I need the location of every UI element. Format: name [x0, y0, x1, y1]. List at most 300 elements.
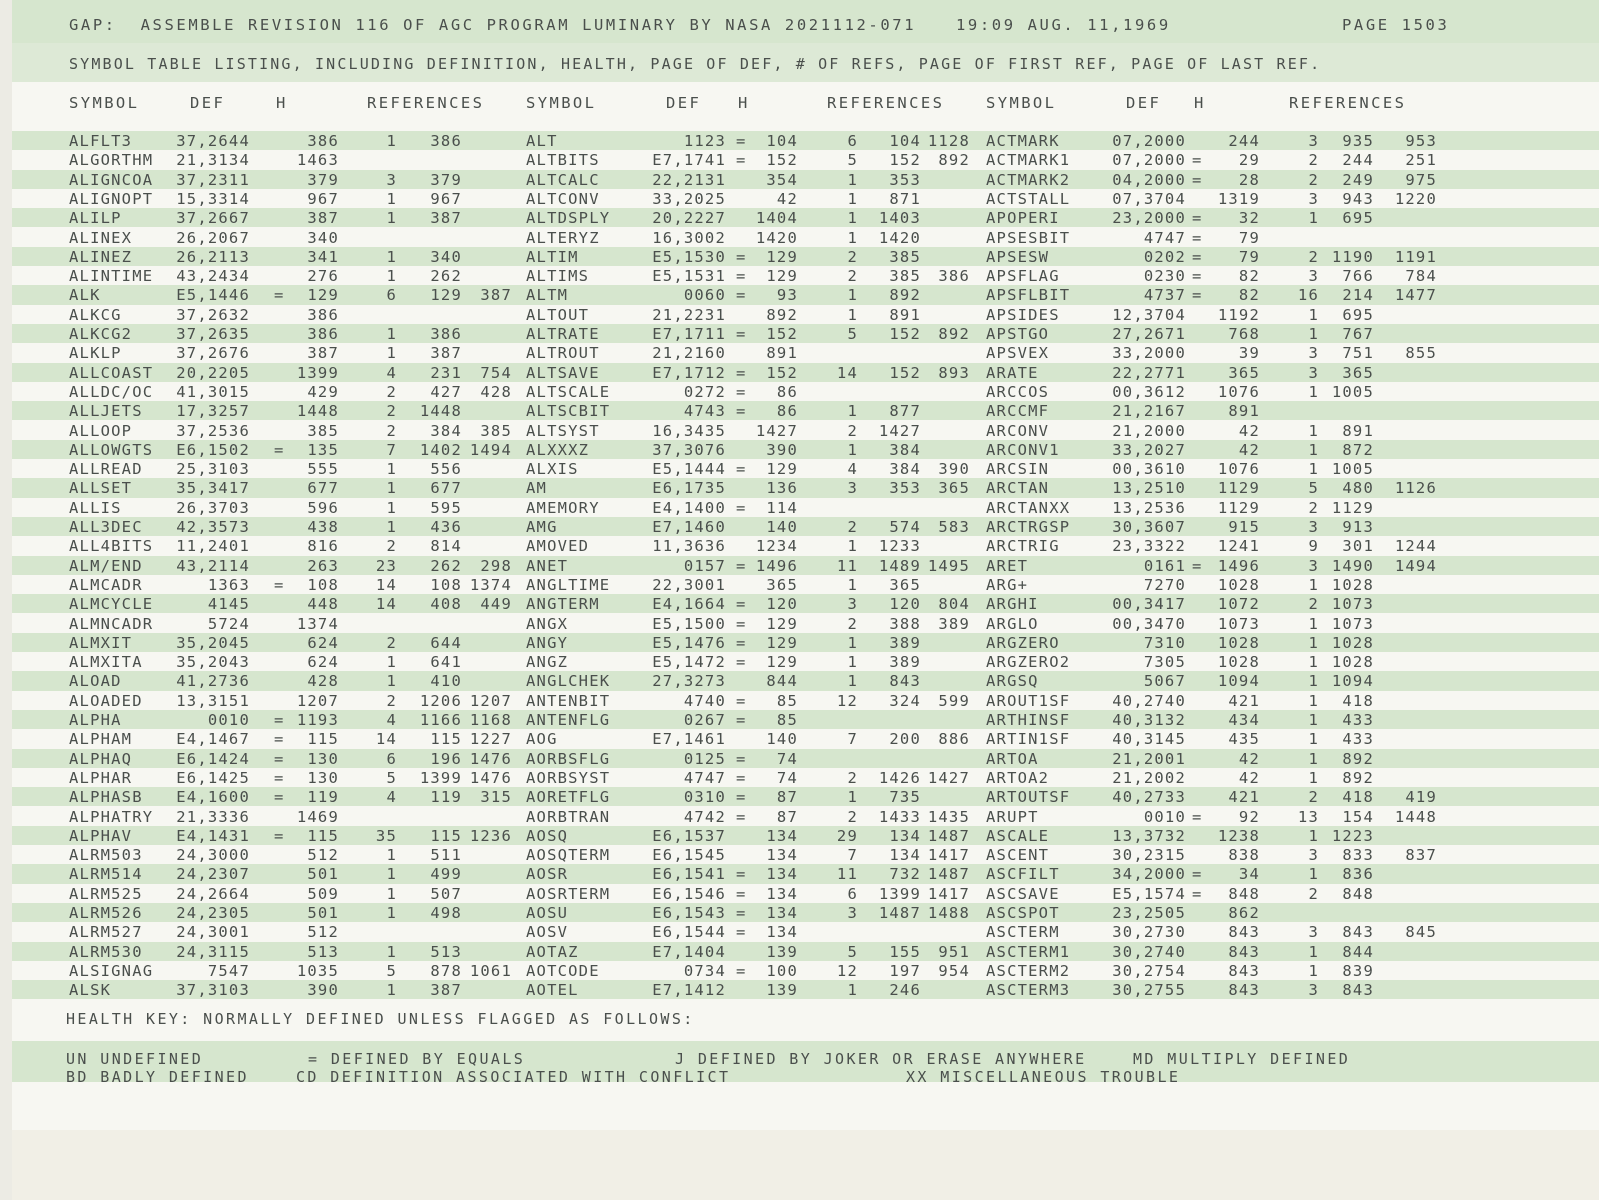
cell-health: = — [736, 923, 747, 942]
cell-first-ref: 214 — [1342, 286, 1374, 305]
listing-title: GAP: ASSEMBLE REVISION 116 OF AGC PROGRAM LUMINARY BY NASA 2021112-071 — [69, 16, 917, 34]
cell-first-ref: 1448 — [419, 402, 462, 421]
cell-symbol: ARG+ — [986, 575, 1029, 594]
cell-def: 21,2160 — [652, 344, 726, 363]
cell-symbol: ALLIS — [69, 498, 122, 517]
cell-last-ref: 389 — [938, 614, 970, 633]
cell-ref-page: 386 — [307, 305, 339, 324]
cell-symbol: AMG — [526, 518, 558, 536]
cell-def: 30,3607 — [1112, 518, 1186, 536]
cell-def: 0734 — [683, 961, 726, 980]
cell-def: 13,2536 — [1112, 498, 1186, 517]
cell-ref-page: 1193 — [296, 711, 339, 729]
cell-def: 0272 — [683, 382, 726, 401]
cell-first-ref: 1420 — [878, 228, 921, 247]
cell-def: 17,3257 — [176, 402, 250, 421]
cell-first-ref: 877 — [889, 402, 921, 421]
cell-ref-count: 1 — [1308, 768, 1319, 787]
cell-def: 37,2635 — [176, 325, 250, 343]
cell-ref-page: 624 — [307, 653, 339, 672]
cell-ref-page: 87 — [776, 807, 798, 826]
column-header-symbol: SYMBOL — [526, 94, 597, 112]
cell-symbol: ALXIS — [526, 460, 579, 479]
cell-first-ref: 262 — [430, 267, 462, 286]
cell-ref-count: 1 — [386, 247, 397, 266]
cell-last-ref: 387 — [480, 286, 512, 305]
cell-ref-count: 1 — [386, 981, 397, 1000]
cell-symbol: ALIGNCOA — [69, 170, 154, 189]
cell-first-ref: 427 — [430, 382, 462, 401]
cell-def: 24,2305 — [176, 904, 250, 922]
cell-ref-page: 501 — [307, 904, 339, 922]
cell-last-ref: 892 — [938, 325, 970, 343]
cell-ref-count: 5 — [1308, 479, 1319, 498]
cell-first-ref: 152 — [889, 325, 921, 343]
cell-def: 30,2315 — [1112, 846, 1186, 865]
cell-def: E6,1544 — [652, 923, 726, 942]
cell-first-ref: 891 — [889, 305, 921, 324]
cell-first-ref: 408 — [430, 595, 462, 614]
cell-ref-count: 2 — [1308, 788, 1319, 807]
cell-first-ref: 848 — [1342, 884, 1374, 903]
cell-first-ref: 499 — [430, 865, 462, 884]
cell-def: 40,3132 — [1112, 711, 1186, 729]
cell-def: 4145 — [207, 595, 250, 614]
cell-ref-count: 1 — [1308, 749, 1319, 768]
cell-symbol: ARCONV1 — [986, 440, 1060, 459]
cell-def: E5,1446 — [176, 286, 250, 305]
cell-def: 0230 — [1143, 267, 1186, 286]
cell-ref-count: 1 — [386, 884, 397, 903]
page-number: PAGE 1503 — [1342, 16, 1450, 34]
cell-ref-page: 843 — [1228, 961, 1260, 980]
cell-ref-count: 1 — [1308, 305, 1319, 324]
cell-last-ref: 365 — [938, 479, 970, 498]
cell-first-ref: 1427 — [878, 421, 921, 440]
cell-ref-page: 915 — [1228, 518, 1260, 536]
health-key-title: HEALTH KEY: NORMALLY DEFINED UNLESS FLAGGED AS FOLLOWS: — [66, 1010, 695, 1028]
cell-ref-page: 86 — [776, 382, 798, 401]
cell-symbol: ALRM527 — [69, 923, 143, 942]
cell-ref-count: 2 — [1308, 595, 1319, 614]
cell-first-ref: 843 — [1342, 923, 1374, 942]
cell-first-ref: 246 — [889, 981, 921, 1000]
cell-def: 37,2536 — [176, 421, 250, 440]
cell-health: = — [736, 382, 747, 401]
cell-symbol: ARCONV — [986, 421, 1050, 440]
cell-symbol: ALRM503 — [69, 846, 143, 865]
cell-symbol: AOTCODE — [526, 961, 600, 980]
cell-symbol: ALL3DEC — [69, 518, 143, 536]
cell-ref-count: 23 — [375, 556, 397, 575]
page-edge — [0, 0, 12, 1200]
cell-ref-count: 3 — [847, 479, 858, 498]
cell-ref-page: 844 — [766, 672, 798, 691]
cell-def: 30,2730 — [1112, 923, 1186, 942]
cell-ref-page: 1129 — [1217, 479, 1260, 498]
cell-ref-page: 104 — [766, 132, 798, 150]
cell-def: 0010 — [1143, 807, 1186, 826]
cell-first-ref: 200 — [889, 730, 921, 749]
cell-ref-count: 6 — [847, 132, 858, 150]
cell-def: 21,2001 — [1112, 749, 1186, 768]
cell-ref-page: 129 — [766, 267, 798, 286]
cell-symbol: ALLJETS — [69, 402, 143, 421]
cell-ref-count: 1 — [386, 518, 397, 536]
cell-last-ref: 886 — [938, 730, 970, 749]
cell-symbol: ASCALE — [986, 826, 1050, 845]
cell-last-ref: 251 — [1405, 151, 1437, 170]
cell-ref-page: 1072 — [1217, 595, 1260, 614]
cell-first-ref: 134 — [889, 846, 921, 865]
cell-symbol: ALTCONV — [526, 189, 600, 208]
cell-first-ref: 389 — [889, 633, 921, 652]
cell-def: 00,3470 — [1112, 614, 1186, 633]
cell-last-ref: 951 — [938, 942, 970, 961]
cell-symbol: ASCTERM — [986, 923, 1060, 942]
cell-def: 7547 — [207, 961, 250, 980]
cell-ref-count: 1 — [847, 440, 858, 459]
cell-first-ref: 262 — [430, 556, 462, 575]
cell-ref-page: 390 — [307, 981, 339, 1000]
cell-first-ref: 891 — [1342, 421, 1374, 440]
cell-first-ref: 152 — [889, 151, 921, 170]
cell-first-ref: 386 — [430, 325, 462, 343]
cell-def: 24,3115 — [176, 942, 250, 961]
cell-ref-count: 1 — [386, 498, 397, 517]
cell-last-ref: 804 — [938, 595, 970, 614]
cell-ref-count: 7 — [847, 730, 858, 749]
cell-def: 43,2434 — [176, 267, 250, 286]
cell-ref-page: 152 — [766, 363, 798, 382]
cell-ref-count: 6 — [386, 286, 397, 305]
listing-subtitle: SYMBOL TABLE LISTING, INCLUDING DEFINITION, HEALTH, PAGE OF DEF, # OF REFS, PAGE OF FIRST REF, PAGE OF LAST REF. — [69, 55, 1322, 73]
cell-def: 20,2227 — [652, 209, 726, 228]
cell-def: E4,1664 — [652, 595, 726, 614]
cell-first-ref: 1487 — [878, 904, 921, 922]
cell-ref-count: 14 — [375, 730, 397, 749]
cell-first-ref: 384 — [430, 421, 462, 440]
cell-ref-count: 1 — [386, 189, 397, 208]
cell-def: 16,3002 — [652, 228, 726, 247]
cell-symbol: AMOVED — [526, 537, 590, 556]
cell-ref-count: 2 — [386, 537, 397, 556]
cell-ref-page: 1496 — [755, 556, 798, 575]
cell-symbol: APSESBIT — [986, 228, 1071, 247]
cell-def: 1123 — [683, 132, 726, 150]
cell-first-ref: 365 — [1342, 363, 1374, 382]
cell-ref-page: 1076 — [1217, 460, 1260, 479]
cell-ref-page: 93 — [776, 286, 798, 305]
cell-last-ref: 1487 — [927, 826, 970, 845]
cell-symbol: ALTSAVE — [526, 363, 600, 382]
cell-last-ref: 1417 — [927, 884, 970, 903]
cell-ref-page: 390 — [766, 440, 798, 459]
cell-symbol: ARCCOS — [986, 382, 1050, 401]
cell-first-ref: 418 — [1342, 788, 1374, 807]
cell-ref-count: 2 — [847, 807, 858, 826]
cell-ref-page: 379 — [307, 170, 339, 189]
cell-ref-page: 85 — [776, 711, 798, 729]
cell-first-ref: 388 — [889, 614, 921, 633]
cell-ref-count: 2 — [1308, 170, 1319, 189]
cell-ref-page: 421 — [1228, 691, 1260, 710]
cell-first-ref: 1426 — [878, 768, 921, 787]
cell-symbol: ALMXIT — [69, 633, 133, 652]
column-header-symbol: SYMBOL — [69, 94, 140, 112]
cell-symbol: ALPHAM — [69, 730, 133, 749]
cell-last-ref: 1488 — [927, 904, 970, 922]
cell-symbol: AORBSYST — [526, 768, 611, 787]
cell-first-ref: 155 — [889, 942, 921, 961]
cell-first-ref: 892 — [1342, 749, 1374, 768]
cell-health: = — [1192, 556, 1203, 575]
cell-ref-page: 1129 — [1217, 498, 1260, 517]
cell-ref-count: 2 — [386, 402, 397, 421]
cell-ref-page: 1427 — [755, 421, 798, 440]
cell-def: 35,3417 — [176, 479, 250, 498]
cell-def: 07,3704 — [1112, 189, 1186, 208]
cell-ref-count: 7 — [847, 846, 858, 865]
cell-def: 13,3732 — [1112, 826, 1186, 845]
cell-symbol: ALOADED — [69, 691, 143, 710]
cell-ref-count: 1 — [386, 942, 397, 961]
cell-ref-count: 3 — [1308, 267, 1319, 286]
cell-ref-page: 276 — [307, 267, 339, 286]
cell-health: = — [736, 749, 747, 768]
cell-health: = — [736, 807, 747, 826]
cell-def: 5067 — [1143, 672, 1186, 691]
cell-ref-count: 3 — [847, 595, 858, 614]
cell-ref-page: 341 — [307, 247, 339, 266]
cell-first-ref: 872 — [1342, 440, 1374, 459]
stripe — [12, 401, 1599, 420]
cell-symbol: ALKCG2 — [69, 325, 133, 343]
cell-last-ref: 1220 — [1394, 189, 1437, 208]
cell-ref-page: 136 — [766, 479, 798, 498]
cell-last-ref: 1435 — [927, 807, 970, 826]
cell-ref-page: 263 — [307, 556, 339, 575]
column-header-symbol: SYMBOL — [986, 94, 1057, 112]
cell-ref-count: 1 — [847, 672, 858, 691]
cell-ref-page: 1420 — [755, 228, 798, 247]
cell-ref-page: 843 — [1228, 923, 1260, 942]
cell-last-ref: 892 — [938, 151, 970, 170]
cell-ref-count: 1 — [386, 846, 397, 865]
cell-def: 24,3001 — [176, 923, 250, 942]
cell-def: E5,1531 — [652, 267, 726, 286]
cell-health: = — [274, 711, 285, 729]
cell-symbol: AOTEL — [526, 981, 579, 1000]
cell-def: 0125 — [683, 749, 726, 768]
cell-health: = — [274, 730, 285, 749]
cell-last-ref: 1494 — [1394, 556, 1437, 575]
health-key-misc: XX MISCELLANEOUS TROUBLE — [906, 1068, 1181, 1086]
cell-first-ref: 814 — [430, 537, 462, 556]
cell-symbol: ALFLT3 — [69, 132, 133, 150]
cell-symbol: ASCFILT — [986, 865, 1060, 884]
cell-def: 0157 — [683, 556, 726, 575]
cell-def: 37,2632 — [176, 305, 250, 324]
cell-def: E5,1476 — [652, 633, 726, 652]
cell-ref-page: 100 — [766, 961, 798, 980]
cell-first-ref: 1399 — [878, 884, 921, 903]
cell-def: 30,2754 — [1112, 961, 1186, 980]
cell-ref-count: 1 — [386, 325, 397, 343]
cell-ref-count: 1 — [1308, 961, 1319, 980]
cell-def: 5724 — [207, 614, 250, 633]
cell-symbol: ALLREAD — [69, 460, 143, 479]
cell-first-ref: 1166 — [419, 711, 462, 729]
cell-last-ref: 1448 — [1394, 807, 1437, 826]
cell-first-ref: 340 — [430, 247, 462, 266]
cell-ref-count: 1 — [1308, 614, 1319, 633]
cell-ref-page: 1463 — [296, 151, 339, 170]
cell-health: = — [1192, 884, 1203, 903]
cell-ref-page: 29 — [1238, 151, 1260, 170]
cell-first-ref: 1073 — [1331, 614, 1374, 633]
cell-def: E7,1412 — [652, 981, 726, 1000]
cell-def: E7,1711 — [652, 325, 726, 343]
cell-ref-count: 1 — [386, 460, 397, 479]
cell-last-ref: 1168 — [469, 711, 512, 729]
cell-symbol: ARGHI — [986, 595, 1039, 614]
cell-first-ref: 387 — [430, 344, 462, 363]
cell-first-ref: 1129 — [1331, 498, 1374, 517]
cell-def: E6,1537 — [652, 826, 726, 845]
cell-symbol: ARGZERO — [986, 633, 1060, 652]
cell-symbol: ALRM526 — [69, 904, 143, 922]
cell-ref-page: 139 — [766, 981, 798, 1000]
cell-health: = — [736, 633, 747, 652]
cell-def: 1363 — [207, 575, 250, 594]
cell-ref-page: 129 — [766, 633, 798, 652]
cell-ref-count: 12 — [836, 961, 858, 980]
cell-def: 26,3703 — [176, 498, 250, 517]
cell-symbol: ALTRATE — [526, 325, 600, 343]
cell-symbol: AOSV — [526, 923, 569, 942]
cell-health: = — [1192, 807, 1203, 826]
cell-first-ref: 249 — [1342, 170, 1374, 189]
cell-symbol: AORBTRAN — [526, 807, 611, 826]
cell-first-ref: 556 — [430, 460, 462, 479]
cell-symbol: ARCTRGSP — [986, 518, 1071, 536]
cell-ref-count: 5 — [386, 768, 397, 787]
cell-ref-count: 35 — [375, 826, 397, 845]
cell-def: 07,2000 — [1112, 151, 1186, 170]
cell-first-ref: 387 — [430, 209, 462, 228]
cell-health: = — [736, 325, 747, 343]
cell-first-ref: 935 — [1342, 132, 1374, 150]
cell-ref-count: 3 — [1308, 556, 1319, 575]
column-header-h: H — [738, 94, 750, 112]
cell-symbol: ALTROUT — [526, 344, 600, 363]
cell-health: = — [274, 286, 285, 305]
cell-ref-page: 1028 — [1217, 653, 1260, 672]
cell-ref-page: 39 — [1238, 344, 1260, 363]
cell-health: = — [736, 614, 747, 633]
cell-symbol: AOTAZ — [526, 942, 579, 961]
cell-symbol: ARTHINSF — [986, 711, 1071, 729]
cell-last-ref: 1476 — [469, 749, 512, 768]
cell-first-ref: 871 — [889, 189, 921, 208]
cell-last-ref: 1191 — [1394, 247, 1437, 266]
cell-symbol: ARET — [986, 556, 1029, 575]
cell-ref-page: 32 — [1238, 209, 1260, 228]
cell-symbol: ARUPT — [986, 807, 1039, 826]
cell-def: 21,3336 — [176, 807, 250, 826]
cell-ref-count: 1 — [1308, 826, 1319, 845]
cell-health: = — [736, 247, 747, 266]
cell-def: E6,1735 — [652, 479, 726, 498]
cell-def: 33,2000 — [1112, 344, 1186, 363]
cell-symbol: ALRM525 — [69, 884, 143, 903]
cell-def: 4742 — [683, 807, 726, 826]
cell-first-ref: 507 — [430, 884, 462, 903]
cell-ref-count: 29 — [836, 826, 858, 845]
cell-def: 22,2131 — [652, 170, 726, 189]
cell-symbol: ARGZERO2 — [986, 653, 1071, 672]
cell-last-ref: 1207 — [469, 691, 512, 710]
cell-def: 12,3704 — [1112, 305, 1186, 324]
cell-ref-page: 134 — [766, 923, 798, 942]
cell-ref-count: 4 — [386, 788, 397, 807]
cell-def: 4747 — [1143, 228, 1186, 247]
cell-ref-page: 42 — [776, 189, 798, 208]
cell-ref-count: 14 — [836, 363, 858, 382]
cell-ref-page: 1469 — [296, 807, 339, 826]
cell-symbol: AOG — [526, 730, 558, 749]
cell-ref-page: 387 — [307, 344, 339, 363]
cell-def: E5,1500 — [652, 614, 726, 633]
cell-symbol: ALTSCBIT — [526, 402, 611, 421]
cell-symbol: ASCSAVE — [986, 884, 1060, 903]
cell-ref-page: 244 — [1228, 132, 1260, 150]
cell-def: 00,3612 — [1112, 382, 1186, 401]
cell-def: 30,2755 — [1112, 981, 1186, 1000]
cell-last-ref: 315 — [480, 788, 512, 807]
cell-first-ref: 732 — [889, 865, 921, 884]
cell-health: = — [274, 826, 285, 845]
cell-first-ref: 1028 — [1331, 653, 1374, 672]
cell-ref-count: 2 — [386, 633, 397, 652]
cell-def: 07,2000 — [1112, 132, 1186, 150]
cell-ref-count: 4 — [386, 363, 397, 382]
cell-symbol: ALMXITA — [69, 653, 143, 672]
cell-ref-count: 1 — [847, 537, 858, 556]
cell-first-ref: 735 — [889, 788, 921, 807]
cell-last-ref: 975 — [1405, 170, 1437, 189]
cell-def: 4747 — [683, 768, 726, 787]
cell-last-ref: 1227 — [469, 730, 512, 749]
column-header-references: REFERENCES — [1289, 94, 1407, 112]
cell-ref-page: 385 — [307, 421, 339, 440]
cell-def: 43,2114 — [176, 556, 250, 575]
cell-first-ref: 892 — [889, 286, 921, 305]
cell-symbol: ARTIN1SF — [986, 730, 1071, 749]
cell-ref-count: 1 — [386, 479, 397, 498]
cell-ref-page: 74 — [776, 768, 798, 787]
cell-symbol: ARGSQ — [986, 672, 1039, 691]
cell-ref-page: 340 — [307, 228, 339, 247]
cell-ref-page: 862 — [1228, 904, 1260, 922]
cell-def: E6,1541 — [652, 865, 726, 884]
cell-symbol: APSIDES — [986, 305, 1060, 324]
cell-def: E6,1424 — [176, 749, 250, 768]
cell-ref-page: 365 — [766, 575, 798, 594]
cell-ref-page: 42 — [1238, 749, 1260, 768]
cell-symbol: ARCTANXX — [986, 498, 1071, 517]
